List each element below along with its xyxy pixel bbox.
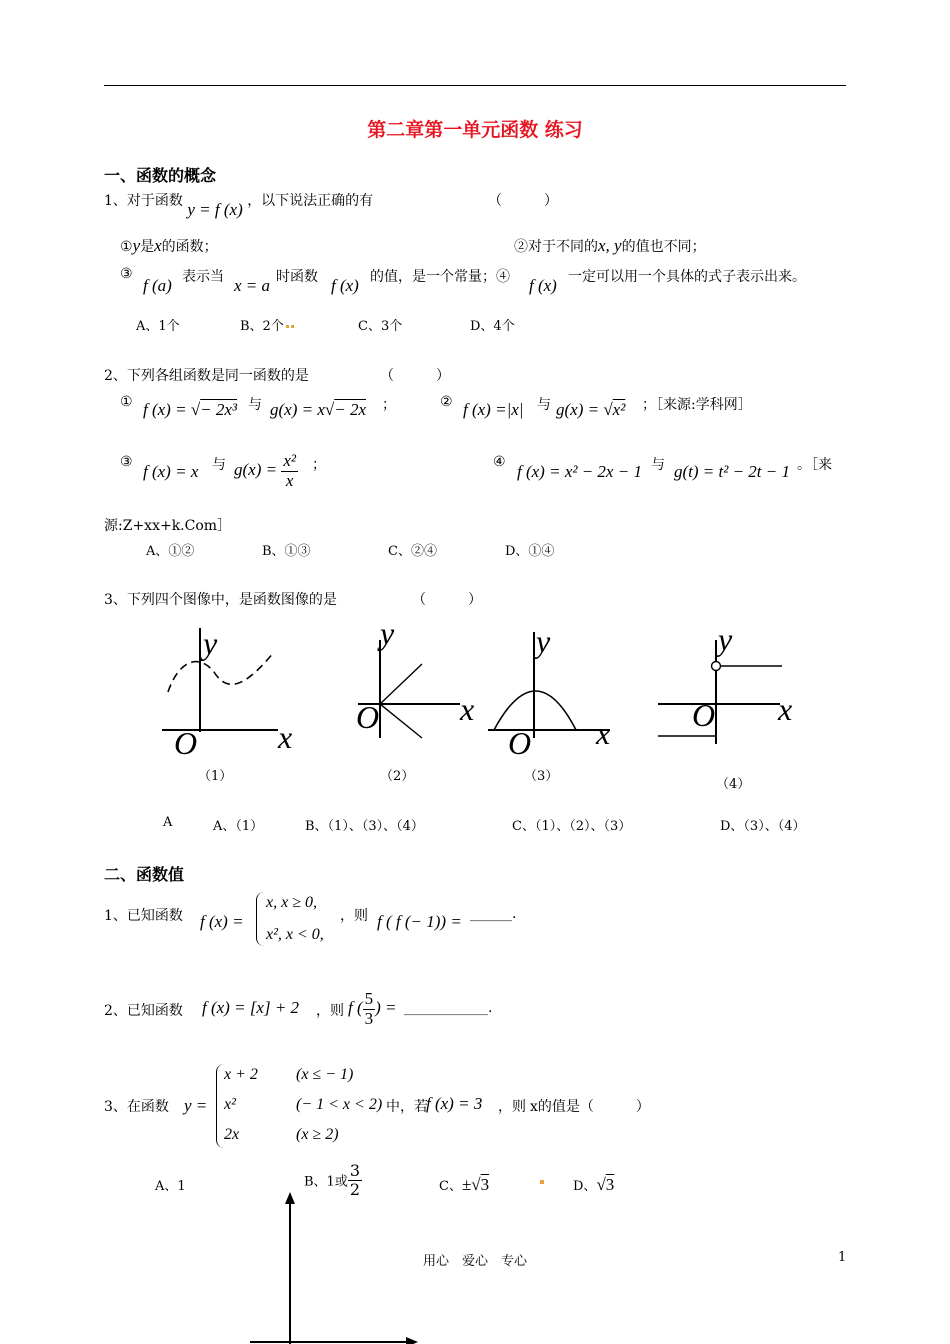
- graph-2-y-label: y: [380, 620, 395, 651]
- section-heading-1: 一、函数的概念: [104, 166, 217, 185]
- graph-3-origin-label: O: [508, 725, 532, 760]
- p3-opt-c[interactable]: C、±√3: [439, 1175, 490, 1194]
- graph-4-label: （4）: [716, 777, 751, 792]
- graph-1-origin-label: O: [174, 725, 198, 760]
- q1-item-3b: 时函数: [276, 269, 318, 285]
- q1-item-3a: 表示当: [182, 269, 224, 285]
- decorative-dot: [540, 1180, 544, 1184]
- p3-y: y =: [184, 1096, 208, 1115]
- p2-then: ，则: [316, 1003, 344, 1019]
- p1-expr: f ( f (− 1)) =: [377, 912, 462, 931]
- q2-choice-2: ②: [440, 394, 453, 410]
- q2-opt-a[interactable]: A、①②: [146, 544, 195, 559]
- footer-center: 用心 爱心 专心: [422, 1254, 527, 1269]
- p2-stem: 2、已知函数: [104, 1003, 183, 1019]
- q3-graphs: [150, 620, 850, 760]
- graph-4-y-label: y: [718, 621, 733, 657]
- graph-4-x-label: x: [778, 691, 793, 727]
- p3-cond-1: (x ≤ − 1): [296, 1066, 354, 1083]
- q1-opt-a[interactable]: A、1个: [136, 319, 180, 334]
- q2-formula-3b: g(x) = $\frac{\text{x²}}{x}$: [234, 451, 296, 490]
- graph-3: [488, 623, 610, 760]
- q1-opt-d[interactable]: D、4个: [470, 319, 515, 334]
- q2-formula-1b: g(x) = x√− 2x: [270, 400, 366, 419]
- graph-1-y-label: y: [203, 625, 218, 661]
- graph-1-curve: [168, 652, 274, 692]
- p3-cond-2: (− 1 < x < 2): [296, 1096, 383, 1113]
- question-2: 2、下列各组函数是同一函数的是: [104, 368, 309, 384]
- q3-opt-c[interactable]: C、（1）、（2）、（3）: [512, 819, 632, 834]
- q2-opt-d[interactable]: D、①④: [505, 544, 555, 559]
- q1-item-3d: 一定可以用一个具体的式子表示出来。: [568, 269, 806, 285]
- graph-4-origin-label: O: [692, 697, 716, 733]
- q3-answer-paren: （ ）: [412, 592, 482, 608]
- q3-opt-b[interactable]: B、（1）、（3）、（4）: [305, 819, 424, 834]
- q1-item-1: ①y是x的函数；: [120, 236, 218, 255]
- q1-item-2: ②对于不同的x, y的值也不同；: [514, 236, 706, 255]
- q1-opt-b[interactable]: B、2个: [240, 315, 294, 334]
- p3-case-1: x + 2: [224, 1066, 258, 1083]
- top-rule: [104, 85, 846, 86]
- question-1: [104, 190, 374, 219]
- p1-blank[interactable]: ______.: [470, 906, 517, 922]
- graph-2-origin-label: O: [356, 699, 380, 735]
- graph-3-x-label: x: [596, 715, 611, 751]
- graph-4: [658, 621, 792, 744]
- graph-2-x-label: x: [460, 691, 475, 727]
- q2-choice-1: ①: [120, 394, 133, 410]
- p3-opt-a[interactable]: A、1: [155, 1179, 186, 1194]
- graph-4-open-point: [712, 662, 721, 671]
- graph-3-label: （3）: [524, 769, 559, 784]
- q2-source-1: ；［来源:学科网］: [642, 397, 752, 413]
- p3-case-3: 2x: [224, 1126, 240, 1143]
- q1-item-3: ③: [120, 266, 133, 282]
- q2-opt-c[interactable]: C、②④: [388, 544, 437, 559]
- q2-choice-3: ③: [120, 454, 133, 470]
- p3-condition: f (x) = 3: [426, 1094, 483, 1113]
- p3-stem: 3、在函数: [104, 1099, 169, 1115]
- p3-mid: 中，若: [386, 1099, 428, 1115]
- p3-opt-d[interactable]: D、√3: [573, 1175, 615, 1194]
- p2-blank[interactable]: ____________.: [404, 1000, 493, 1016]
- q2-choice-4: ④: [493, 454, 506, 470]
- q1-answer-paren: （ ）: [488, 193, 558, 209]
- p1-then: ，则: [340, 908, 368, 924]
- q1-fa: f (a): [143, 276, 172, 295]
- q1-x-eq-a: x = a: [234, 276, 271, 295]
- q3-stray-a: A: [163, 815, 173, 830]
- p2-expr: f ( $\frac{5}{3}$ ) =: [348, 989, 397, 1028]
- graph-2: [356, 620, 474, 738]
- p1-case-1: x, x ≥ 0,: [266, 894, 317, 911]
- graph-1: [162, 625, 292, 760]
- q3-opt-a[interactable]: A、（1）: [213, 819, 264, 834]
- q1-fx2: f (x): [529, 276, 557, 295]
- q2-formula-1a: f (x) = √− 2x³: [143, 400, 238, 419]
- p1-stem: 1、已知函数: [104, 908, 183, 924]
- q1-item-3c: 的值，是一个常量；④: [370, 269, 510, 285]
- q3-opt-d[interactable]: D、（3）、（4）: [720, 819, 806, 834]
- graph-3-y-label: y: [536, 623, 551, 659]
- q2-opt-b[interactable]: B、①③: [262, 544, 311, 559]
- p3-case-2: x²: [224, 1096, 236, 1113]
- page-title: 第二章第一单元函数 练习: [367, 119, 583, 141]
- graph-2-ray-up: [380, 664, 422, 704]
- p3-tail: x的值是（ ）: [530, 1099, 650, 1115]
- q2-formula-4b: g(t) = t² − 2t − 1: [674, 462, 791, 481]
- p3-then: ，则: [498, 1099, 526, 1115]
- graph-2-label: （2）: [380, 769, 415, 784]
- p3-cond-3: (x ≥ 2): [296, 1126, 339, 1143]
- p1-case-2: x², x < 0,: [266, 926, 324, 943]
- q2-source-2b: 源:Z+xx+k.Com］: [104, 518, 232, 534]
- p3-opt-b[interactable]: B、1或 $\frac{3}{2}$: [304, 1161, 361, 1199]
- p1-fx: f (x) =: [200, 912, 244, 931]
- graph-2-ray-down: [380, 704, 422, 738]
- question-3: 3、下列四个图像中，是函数图像的是: [104, 592, 337, 608]
- q2-formula-2a: f (x) =|x|: [463, 400, 524, 419]
- section-heading-2: 二、函数值: [104, 865, 185, 884]
- q2-formula-3a: f (x) = x: [143, 462, 199, 481]
- q2-source-2a: 。［来: [797, 457, 832, 473]
- q2-formula-4a: f (x) = x² − 2x − 1: [517, 462, 642, 481]
- q1-opt-c[interactable]: C、3个: [358, 319, 403, 334]
- p2-formula: f (x) = [x] + 2: [202, 998, 300, 1017]
- q2-answer-paren: （ ）: [380, 368, 450, 384]
- q1-stem-post: ，以下说法正确的有: [247, 193, 374, 209]
- q1-formula: y = f (x): [187, 200, 243, 219]
- q2-formula-2b: g(x) = √x²: [556, 400, 626, 419]
- q1-stem-pre: 1、对于函数: [104, 193, 183, 209]
- p1-brace: [256, 892, 265, 946]
- page-number: 1: [838, 1250, 847, 1265]
- graph-1-x-label: x: [278, 719, 293, 755]
- q1-fx1: f (x): [331, 276, 359, 295]
- graph-1-label: （1）: [198, 769, 233, 784]
